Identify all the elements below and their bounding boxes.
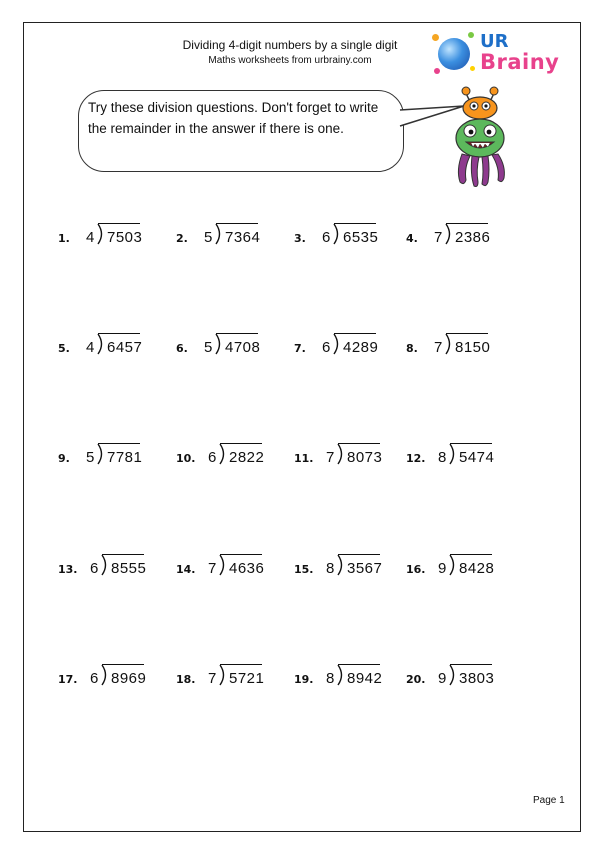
division-bracket-icon [96, 222, 106, 246]
dividend: 7781 [107, 449, 143, 466]
question-number: 2. [176, 232, 188, 245]
division-question [294, 547, 414, 577]
dividend: 8555 [111, 560, 147, 577]
divisor: 6 [90, 560, 99, 577]
division-bar [98, 223, 140, 224]
division-bracket-icon [96, 442, 106, 466]
division-bar [446, 223, 488, 224]
divisor: 5 [204, 339, 213, 356]
dividend: 5721 [229, 670, 265, 687]
worksheet-title: Dividing 4-digit numbers by a single digit [182, 38, 398, 52]
divisor: 7 [208, 670, 217, 687]
division-bar [334, 223, 376, 224]
divisor: 7 [434, 229, 443, 246]
worksheet-subtitle: Maths worksheets from urbrainy.com [208, 55, 372, 66]
question-number: 14. [176, 563, 196, 576]
division-bar [102, 554, 144, 555]
divisor: 9 [438, 560, 447, 577]
question-number: 15. [294, 563, 314, 576]
division-bracket-icon [218, 442, 228, 466]
divisor: 6 [90, 670, 99, 687]
division-bracket-icon [448, 553, 458, 577]
logo-ball-icon [438, 38, 470, 70]
dividend: 4636 [229, 560, 265, 577]
dividend: 8969 [111, 670, 147, 687]
dividend: 6535 [343, 229, 379, 246]
dividend: 7364 [225, 229, 261, 246]
division-bracket-icon [96, 332, 106, 356]
divisor: 8 [438, 449, 447, 466]
urbrainy-logo [432, 28, 560, 80]
dividend: 8073 [347, 449, 383, 466]
division-bar [450, 443, 492, 444]
logo-dot-icon [432, 34, 439, 41]
instruction-text: Try these division questions. Don't forget to write the remainder in the answer if there is one. [88, 100, 379, 136]
dividend: 5474 [459, 449, 495, 466]
divisor: 8 [326, 560, 335, 577]
division-question [58, 657, 178, 687]
division-bar [220, 443, 262, 444]
division-bracket-icon [332, 332, 342, 356]
divisor: 9 [438, 670, 447, 687]
division-bar [338, 554, 380, 555]
division-question [406, 326, 526, 356]
division-bar [334, 333, 376, 334]
dividend: 6457 [107, 339, 143, 356]
division-question [294, 326, 414, 356]
division-bar [338, 443, 380, 444]
question-number: 8. [406, 342, 418, 355]
question-number: 16. [406, 563, 426, 576]
division-bracket-icon [444, 222, 454, 246]
division-question [406, 216, 526, 246]
divisor: 7 [326, 449, 335, 466]
divisor: 8 [326, 670, 335, 687]
page-number: Page 1 [533, 795, 565, 806]
alien-monster-icon [448, 84, 512, 190]
question-number: 7. [294, 342, 306, 355]
question-number: 20. [406, 673, 426, 686]
question-number: 19. [294, 673, 314, 686]
division-bracket-icon [448, 663, 458, 687]
division-question [176, 657, 296, 687]
logo-dot-icon [468, 32, 474, 38]
division-bracket-icon [214, 332, 224, 356]
division-bar [450, 554, 492, 555]
divisor: 6 [322, 339, 331, 356]
division-bracket-icon [336, 442, 346, 466]
division-bracket-icon [100, 663, 110, 687]
dividend: 2386 [455, 229, 491, 246]
division-question [294, 657, 414, 687]
division-bar [338, 664, 380, 665]
division-question [176, 547, 296, 577]
logo-dot-icon [434, 68, 440, 74]
question-number: 13. [58, 563, 78, 576]
divisor: 6 [322, 229, 331, 246]
question-number: 5. [58, 342, 70, 355]
division-question [58, 216, 178, 246]
dividend: 7503 [107, 229, 143, 246]
question-number: 12. [406, 452, 426, 465]
division-question [406, 436, 526, 466]
division-bracket-icon [218, 553, 228, 577]
division-bracket-icon [332, 222, 342, 246]
logo-brainy-text: Brainy [480, 50, 560, 74]
dividend: 4708 [225, 339, 261, 356]
question-number: 1. [58, 232, 70, 245]
division-question [58, 436, 178, 466]
question-number: 18. [176, 673, 196, 686]
division-bracket-icon [100, 553, 110, 577]
division-bar [216, 333, 258, 334]
division-bar [446, 333, 488, 334]
division-bracket-icon [218, 663, 228, 687]
division-bracket-icon [336, 663, 346, 687]
division-question [406, 547, 526, 577]
division-question [294, 216, 414, 246]
divisor: 5 [86, 449, 95, 466]
division-bar [216, 223, 258, 224]
logo-ur-text: UR [480, 31, 509, 52]
divisor: 6 [208, 449, 217, 466]
divisor: 7 [208, 560, 217, 577]
dividend: 8942 [347, 670, 383, 687]
division-question [176, 436, 296, 466]
division-bar [98, 443, 140, 444]
logo-dot-icon [470, 66, 475, 71]
dividend: 3567 [347, 560, 383, 577]
division-bracket-icon [214, 222, 224, 246]
divisor: 5 [204, 229, 213, 246]
division-bar [220, 554, 262, 555]
division-question [294, 436, 414, 466]
division-bar [220, 664, 262, 665]
division-bracket-icon [336, 553, 346, 577]
question-number: 11. [294, 452, 314, 465]
dividend: 4289 [343, 339, 379, 356]
question-number: 17. [58, 673, 78, 686]
divisor: 4 [86, 339, 95, 356]
division-bracket-icon [444, 332, 454, 356]
dividend: 3803 [459, 670, 495, 687]
division-question [176, 216, 296, 246]
division-bracket-icon [448, 442, 458, 466]
dividend: 8150 [455, 339, 491, 356]
division-bar [102, 664, 144, 665]
question-number: 10. [176, 452, 196, 465]
question-number: 3. [294, 232, 306, 245]
divisor: 7 [434, 339, 443, 356]
dividend: 2822 [229, 449, 265, 466]
division-question [176, 326, 296, 356]
division-question [58, 547, 178, 577]
question-number: 9. [58, 452, 70, 465]
divisor: 4 [86, 229, 95, 246]
division-bar [450, 664, 492, 665]
division-bar [98, 333, 140, 334]
question-number: 4. [406, 232, 418, 245]
question-number: 6. [176, 342, 188, 355]
dividend: 8428 [459, 560, 495, 577]
division-question [406, 657, 526, 687]
division-question [58, 326, 178, 356]
